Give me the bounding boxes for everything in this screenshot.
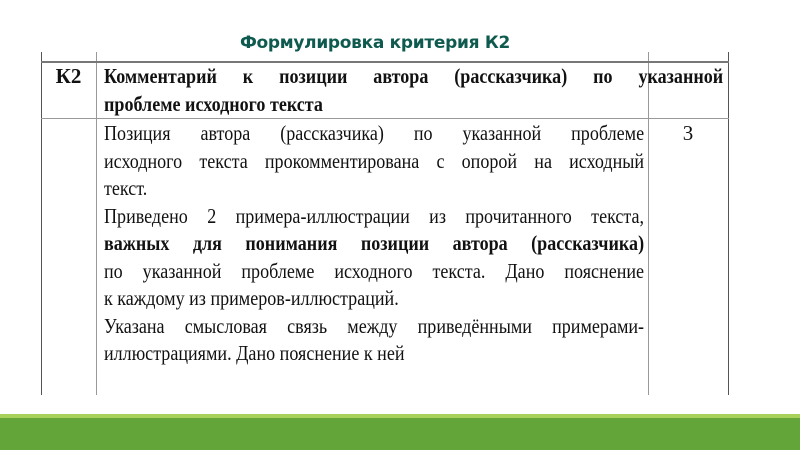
description-line: к каждому из примеров-иллюстраций. [104,286,399,310]
score-value: 3 [682,121,694,145]
criterion-description [104,120,732,368]
criterion-code: К2 [55,64,82,88]
criterion-heading [104,63,800,118]
column-divider [96,52,97,395]
description-line: исходного текста прокомментирована с опорой на исходный [104,148,645,173]
description-line: Позиция автора (рассказчика) по указанной проблеме [104,121,645,145]
slide-title: Формулировка критерия К2 [239,33,511,53]
footer-bar [0,418,800,450]
description-line-bold: важных для понимания позиции автора (рассказчика) [104,231,645,255]
description-line: текст. [104,176,148,200]
description-line: Указана смысловая связь между приведёнными примерами- [104,313,645,338]
description-line: Приведено 2 примера-иллюстрации из прочитанного текста, [104,203,645,228]
table-border-left [41,52,42,395]
description-line: по указанной проблеме исходного текста. Дано пояснение [104,258,645,283]
description-line: иллюстрациями. Дано пояснение к ней [104,341,405,365]
heading-line: проблеме исходного текста [104,91,323,116]
heading-line: Комментарий к позиции автора (рассказчика) по указанной [104,64,724,88]
row-divider [41,118,729,119]
